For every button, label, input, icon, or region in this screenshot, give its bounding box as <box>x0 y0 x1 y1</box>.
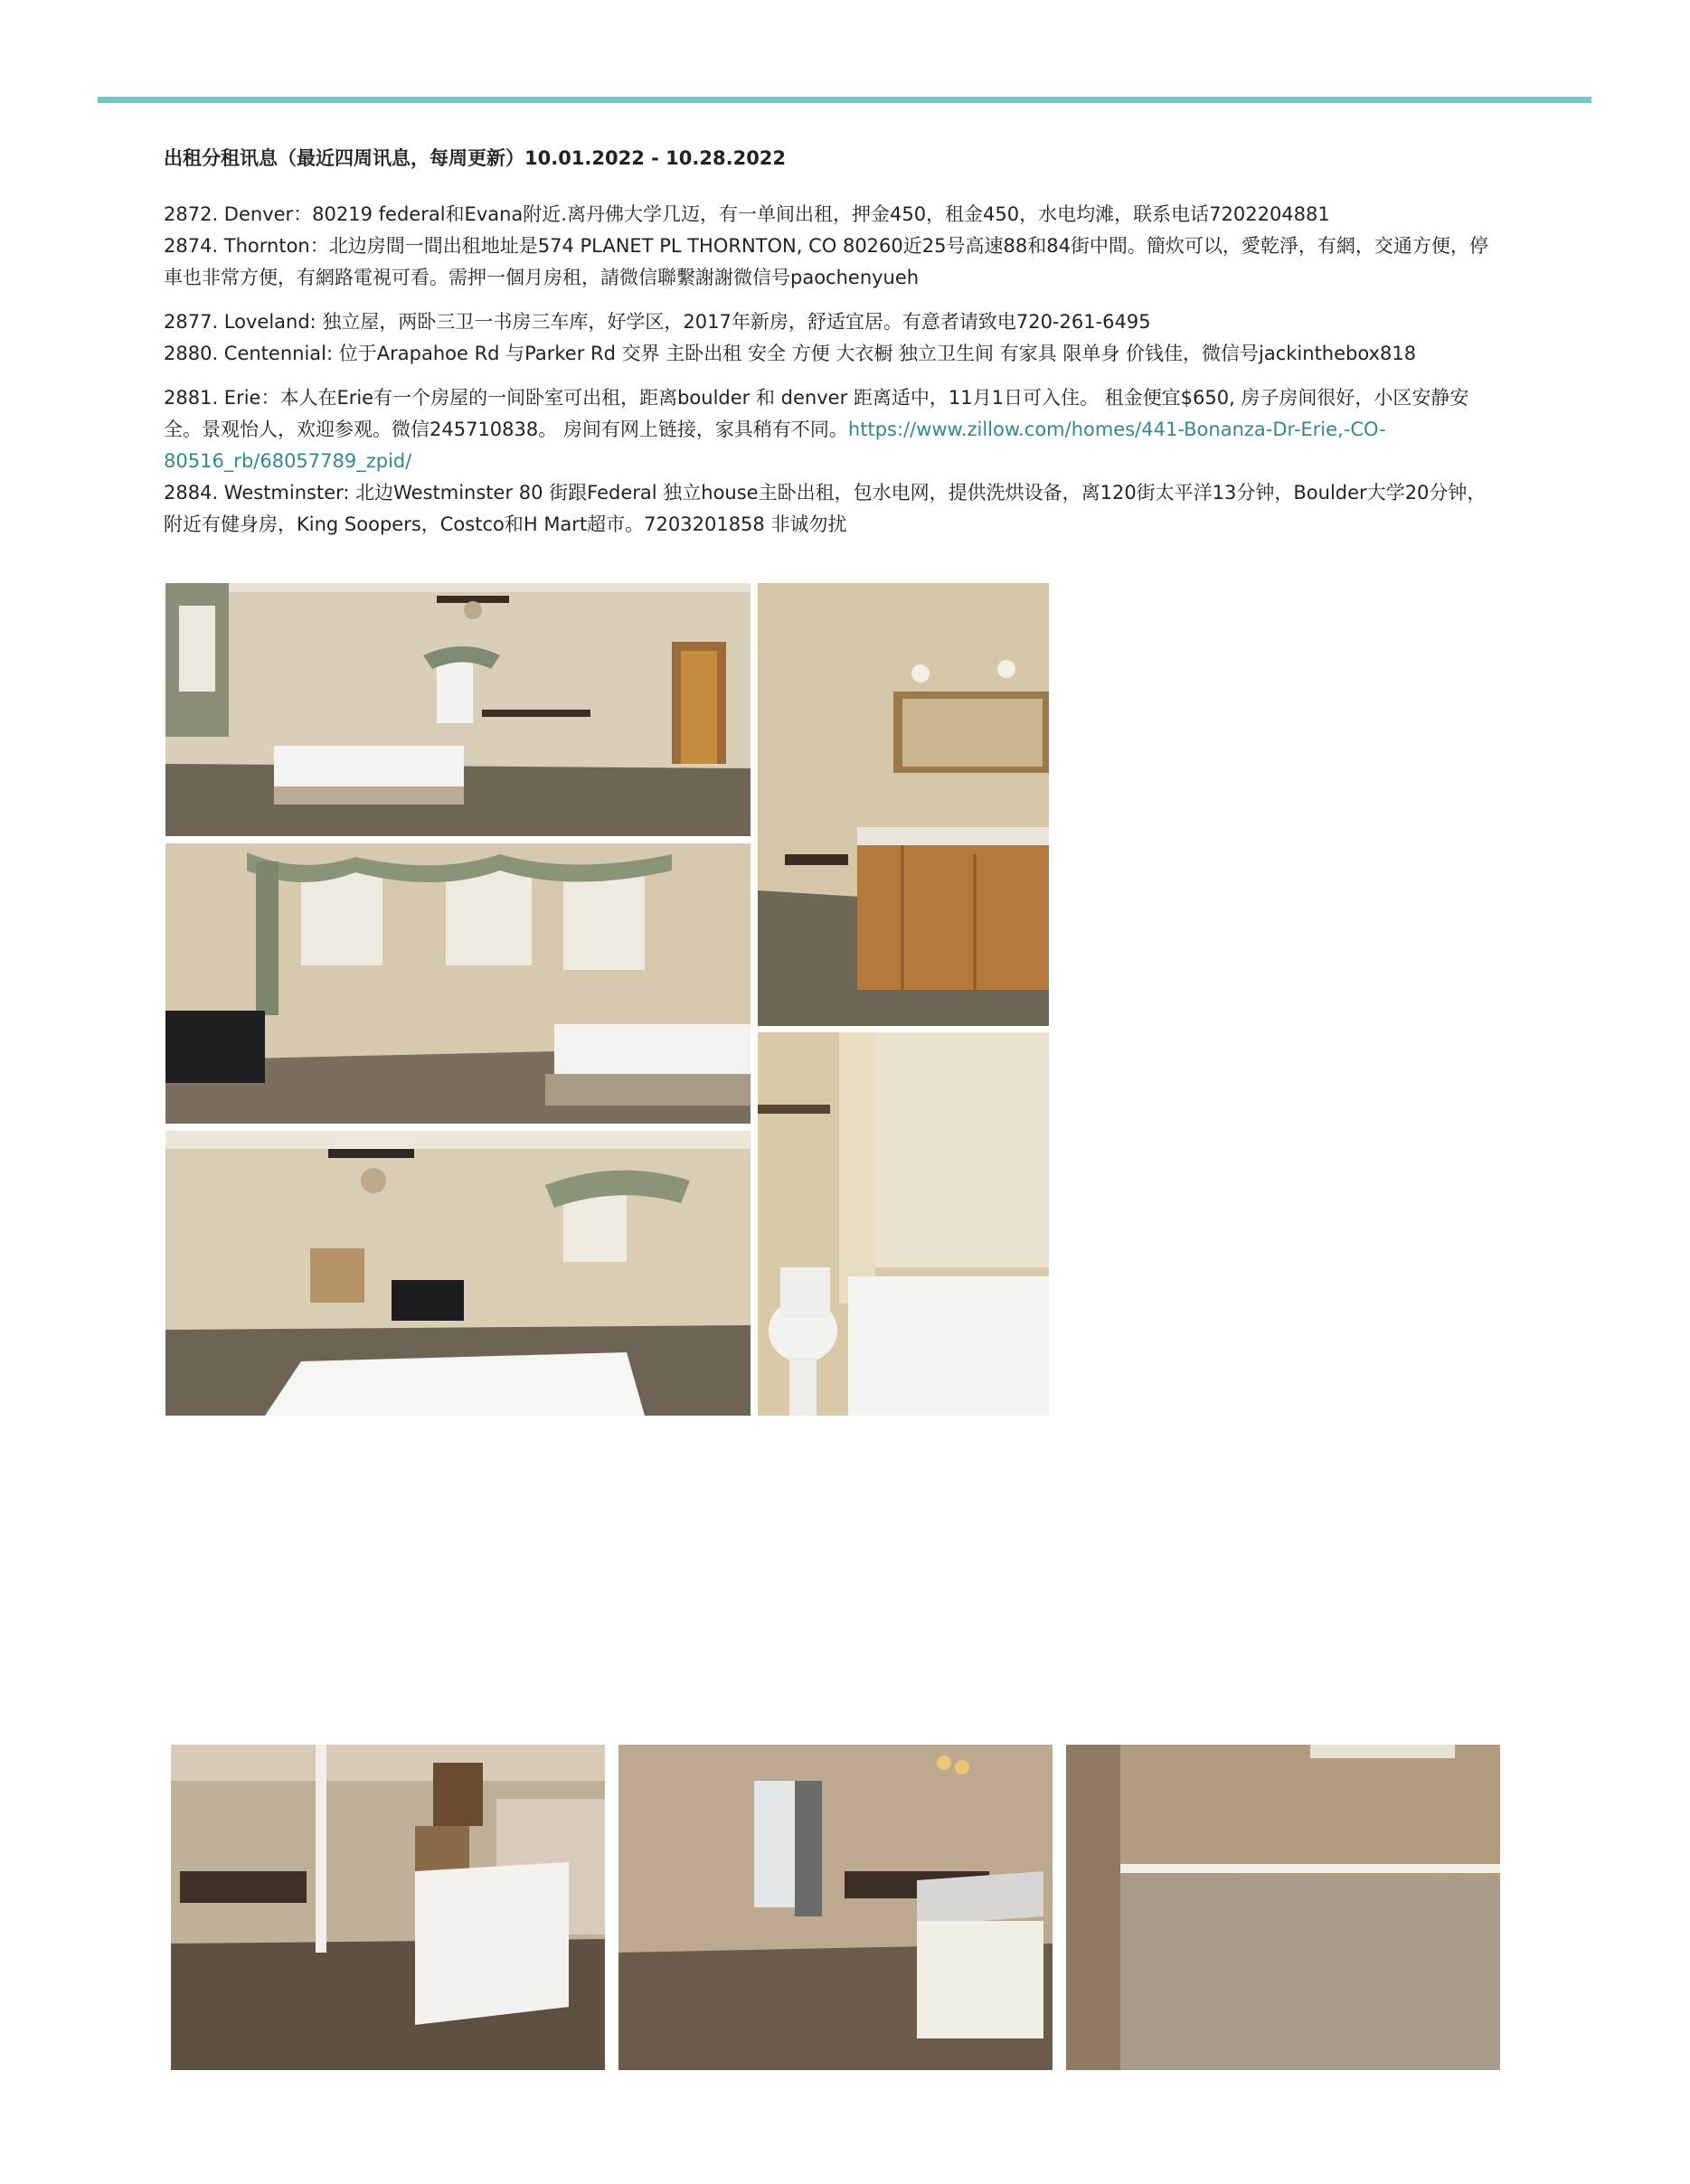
listing-2872: 2872. Denver：80219 federal和Evana附近.离丹佛大学几迈，有一单间出租，押金450，租金450，水电均滩，联系电话7202204881 <box>164 203 1330 225</box>
basement-kitchen-photo <box>618 1745 1053 2070</box>
page-title: 出租分租讯息（最近四周讯息，每周更新）10.01.2022 - 10.28.2022 <box>164 147 787 169</box>
bathroom-tub-photo <box>758 1032 1049 1416</box>
listing-2884: 2884. Westminster: 北边Westminster 80 街跟Federal 独立house主卧出租，包水电网，提供洗烘设备，离120街太平洋13分钟，Boulder大学20分钟，附近有健身房，King Soopers，Costco和H Mart超市。7203201858 非诚勿扰 <box>164 482 1487 535</box>
bedroom-photo-3 <box>165 1131 751 1416</box>
listing-2880: 2880. Centennial: 位于Arapahoe Rd 与Parker Rd 交界 主卧出租 安全 方便 大衣橱 独立卫生间 有家具 限单身 价钱佳，微信号jackinthebox818 <box>164 343 1417 364</box>
bedroom-photo-1 <box>165 583 751 836</box>
listing-2881-text: 2881. Erie：本人在Erie有一个房屋的一间卧室可出租，距离boulder 和 denver 距离适中，11月1日可入住。 租金便宜$650, 房子房间很好，小区安静安全。景观怡人，欢迎参观。微信245710838。 房间有网上链接，家具稍有不同。 <box>164 387 1469 440</box>
bedroom-photo-2 <box>165 843 751 1124</box>
listing-2881 <box>164 382 1502 477</box>
listing-group-3 <box>164 382 1502 541</box>
basement-living-photo <box>171 1745 605 2070</box>
listing-group-1 <box>164 199 1502 294</box>
listing-2877: 2877. Loveland: 独立屋，两卧三卫一书房三车库，好学区，2017年新房，舒适宜居。有意者请致电720-261-6495 <box>164 311 1151 333</box>
zillow-link[interactable]: https://www.zillow.com/homes/441-Bonanza-Dr-Erie,-CO-80516_rb/68057789_zpid/ <box>164 419 1386 472</box>
top-accent-rule <box>98 97 1591 103</box>
listing-group-2 <box>164 306 1502 370</box>
carpet-bedroom-photo <box>1066 1745 1500 2070</box>
listing-2874: 2874. Thornton：北边房間一間出租地址是574 PLANET PL THORNTON, CO 80260近25号高速88和84街中間。簡炊可以，愛乾淨，有網，交通方便，停車也非常方便，有網路電視可看。需押一個月房租，請微信聯繫謝謝微信号paochenyueh <box>164 235 1488 288</box>
bathroom-vanity-photo <box>758 583 1049 1026</box>
page-content <box>164 145 1502 553</box>
